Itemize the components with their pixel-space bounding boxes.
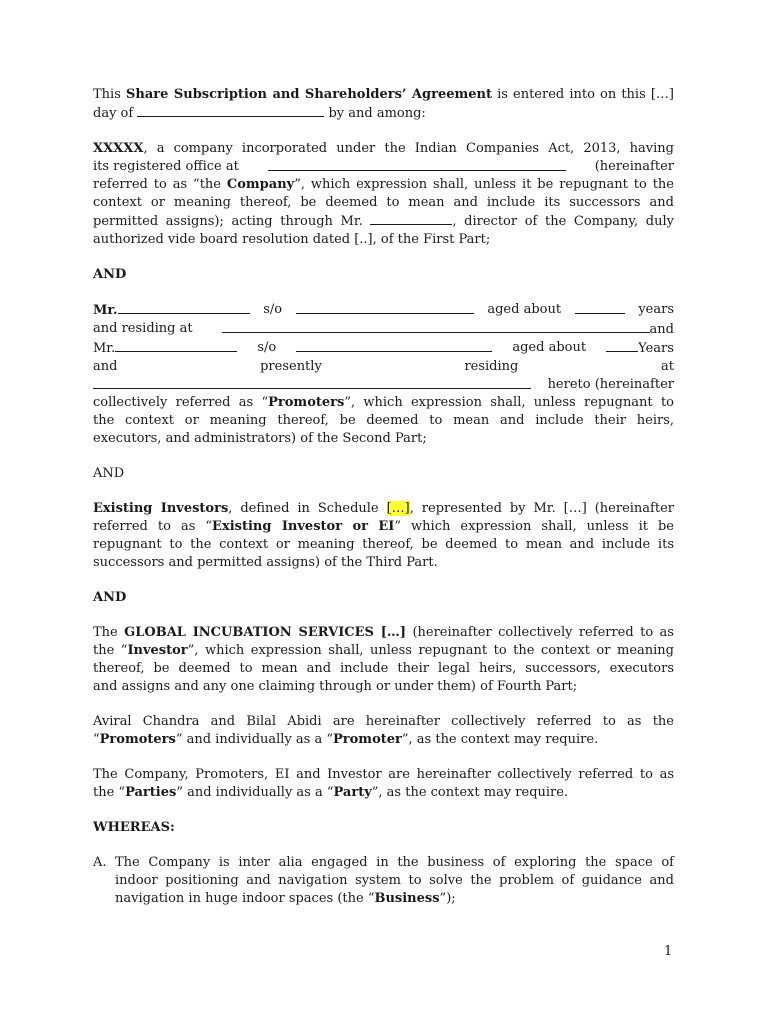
page-number: 1 <box>664 944 673 959</box>
company-name: XXXXX <box>93 141 144 156</box>
promoter-1-name-blank <box>118 301 250 314</box>
whereas-heading: WHEREAS: <box>93 820 175 835</box>
director-name-blank <box>370 212 452 225</box>
promoter-2-address-blank <box>93 376 531 389</box>
and-heading-3: AND <box>93 590 127 605</box>
and-heading-1: AND <box>93 267 127 282</box>
agreement-title: Share Subscription and Shareholders’ Agreement <box>125 87 492 102</box>
promoters-party-paragraph: Mr. s/o aged about years and residing at and Mr. s/o aged about Years and presently residing at hereto (hereinafter collectively referred as “Promoters”, which expression shall, unless repugnant to the context or meaning thereof, be deemed to mean and include their heirs, executors, and administrators) of the Second Part; <box>93 302 675 446</box>
investor-party-paragraph: The GLOBAL INCUBATION SERVICES […] (hereinafter collectively referred to as the “Investor”, which expression shall, unless repugnant to the context or meaning thereof, be deemed to mean and include their legal heirs, successors, executors and assigns and any one claiming through or under them) of Fourth Part; <box>93 625 674 694</box>
document-page <box>93 86 674 908</box>
intro-paragraph: This Share Subscription and Shareholders’ Agreement is entered into on this […] day of by and among: <box>93 87 674 121</box>
promoter-1-father-blank <box>296 301 474 314</box>
promoter-1-address-blank <box>222 320 650 333</box>
promoter-2-age-blank <box>606 339 638 352</box>
recital-a: A. The Company is inter alia engaged in the business of exploring the space of indoor positioning and navigation system to solve the problem of guidance and navigation in huge indoor spaces (the “Business”); <box>93 855 674 906</box>
and-label-2: AND <box>93 466 125 481</box>
existing-investors-paragraph: Existing Investors, defined in Schedule […], represented by Mr. […] (hereinafter referred to as “Existing Investor or EI” which expression shall, unless it be repugnant to the context or meaning thereof, be deemed to mean and include its successors and permitted assigns) of the Third Part. <box>93 501 674 570</box>
promoter-2-name-blank <box>115 339 237 352</box>
promoter-2-father-blank <box>296 339 492 352</box>
registered-office-blank <box>268 158 566 171</box>
date-blank <box>137 104 324 117</box>
promoters-definition-paragraph: Aviral Chandra and Bilal Abidi are hereinafter collectively referred to as the “Promoters” and individually as a “Promoter”, as the context may require. <box>93 714 674 747</box>
company-party-paragraph: XXXXX, a company incorporated under the Indian Companies Act, 2013, having its registered office at (hereinafter referred to as “the Company”, which expression shall, unless it be repugnant to the context or meaning thereof, be deemed to mean and include its successors and permitted assigns); acting through Mr. , director of the Company, duly authorized vide board resolution dated [..], of the First Part; <box>93 141 674 247</box>
recital-a-marker: A. <box>93 855 107 870</box>
promoter-1-age-blank <box>575 301 625 314</box>
schedule-highlight: […] <box>386 501 410 516</box>
parties-definition-paragraph: The Company, Promoters, EI and Investor are hereinafter collectively referred to as the “Parties” and individually as a “Party”, as the context may require. <box>93 767 674 800</box>
